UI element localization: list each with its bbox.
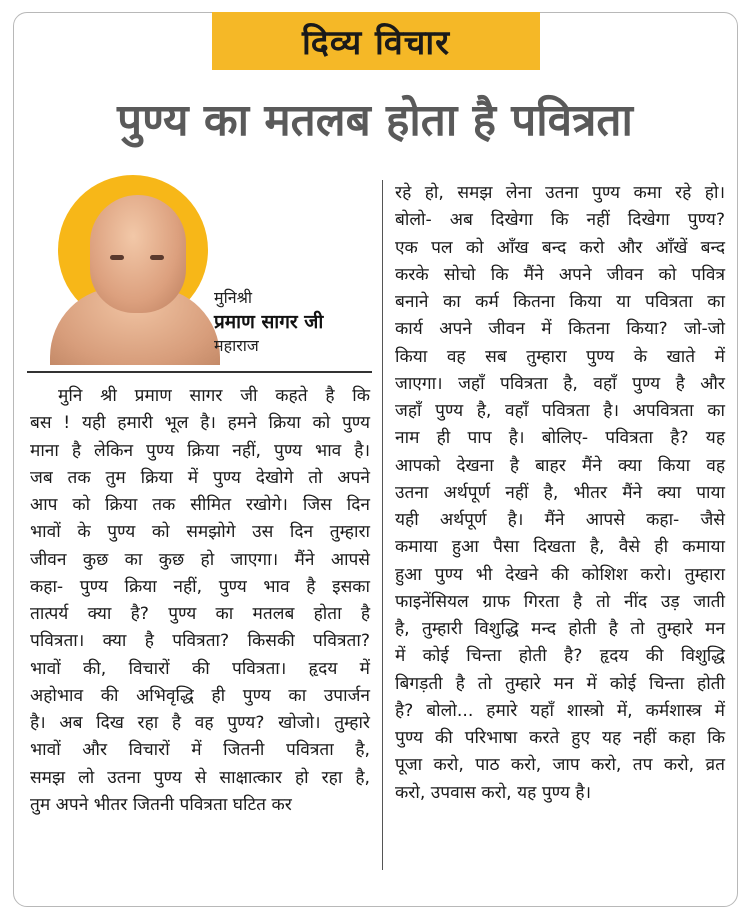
- right-line: है? बोलो... हमारे यहाँ शास्त्रो में, कर्मशास्त्र में: [395, 700, 725, 721]
- left-line: जब तक तुम क्रिया में पुण्य देखोगे तो अपने: [30, 467, 370, 488]
- author-title: मुनिश्री: [214, 288, 253, 307]
- left-line: पवित्रता। क्या है पवित्रता? किसकी पवित्रता?: [30, 631, 370, 652]
- left-line: बस ! यही हमारी भूल है। हमने क्रिया को पुण्य: [30, 413, 370, 434]
- left-line: कहा- पुण्य क्रिया नहीं, पुण्य भाव है इसका: [30, 576, 370, 597]
- right-line: पूजा करो, पाठ करो, जाप करो, तप करो, व्रत: [395, 755, 725, 776]
- right-column: [395, 180, 725, 807]
- left-line: भावों की, विचारों की पवित्रता। हृदय में: [30, 658, 370, 679]
- right-line: किया वह सब तुम्हारा पुण्य के खाते में: [395, 346, 725, 367]
- left-line: तात्पर्य क्या है? पुण्य का मतलब होता है: [30, 604, 370, 624]
- photo-eye-right: [150, 255, 164, 260]
- right-line: में कोई चिन्ता होती है? हृदय की विशुद्धि: [395, 646, 725, 667]
- right-line: रहे हो, समझ लेना उतना पुण्य कमा रहे हो।: [395, 183, 725, 203]
- headline: पुण्य का मतलब होता है पवित्रता: [117, 95, 633, 146]
- left-line: आप को क्रिया तक सीमित रखोगे। जिस दिन: [30, 495, 370, 515]
- right-line: है, तुम्हारी विशुद्धि मन्द होती है तो तुम्हारे मन: [395, 619, 725, 639]
- left-line: अहोभाव की अभिवृद्धि ही पुण्य का उपार्जन: [30, 685, 370, 706]
- left-line: तुम अपने भीतर जितनी पवित्रता घटित कर: [30, 794, 292, 815]
- photo-head: [90, 195, 186, 313]
- left-line: समझ लो उतना पुण्य से साक्षात्कार हो रहा है,: [30, 767, 370, 788]
- byline-divider: [27, 371, 372, 373]
- right-line: आपको देखना है बाहर मैंने क्या किया वह: [395, 455, 725, 476]
- right-line: हुआ पुण्य भी देखने की कोशिश करो। तुम्हारा: [395, 564, 725, 585]
- right-line: करके सोचो कि मैंने अपने जीवन को पवित्र: [395, 264, 725, 285]
- right-line: जहाँ पुण्य है, वहाँ पवित्रता है। अपवित्रता का: [395, 401, 725, 421]
- author-photo: [50, 175, 220, 365]
- left-line: मुनि श्री प्रमाण सागर जी कहते है कि: [58, 386, 370, 406]
- left-line: भावों के पुण्य को समझोगे उस दिन तुम्हारा: [30, 522, 370, 543]
- right-line: फाइनेंसियल ग्राफ गिरता है तो नींद उड़ जाती: [395, 591, 725, 612]
- photo-eye-left: [110, 255, 124, 260]
- right-line: कार्य अपने जीवन में कितना किया? जो-जो: [395, 319, 725, 340]
- author-suffix: महाराज: [214, 336, 259, 355]
- right-line: यही अर्थपूर्ण है। मैंने आपसे कहा- जैसे: [395, 510, 725, 530]
- right-line: करो, उपवास करो, यह पुण्य है।: [395, 782, 592, 803]
- right-line: पुण्य की परिभाषा करते हुए यह नहीं कहा कि: [395, 728, 725, 748]
- left-line: है। अब दिख रहा है वह पुण्य? खोजो। तुम्हारे: [30, 713, 370, 733]
- section-tag-label: दिव्य विचार: [301, 23, 451, 63]
- column-divider: [382, 180, 383, 870]
- right-line: बोलो- अब दिखेगा कि नहीं दिखेगा पुण्य?: [395, 210, 725, 231]
- left-line: जीवन कुछ का कुछ हो जाएगा। मैंने आपसे: [30, 549, 370, 570]
- right-line: उतना अर्थपूर्ण नहीं है, भीतर मैंने क्या पाया: [395, 482, 725, 503]
- left-column: [30, 383, 370, 819]
- author-byline: [214, 287, 323, 357]
- right-line: बनाने का कर्म कितना किया या पवित्रता का: [395, 292, 725, 312]
- section-tag: [212, 12, 540, 70]
- right-line: नाम ही पाप है। बोलिए- पवित्रता है? यह: [395, 428, 725, 449]
- left-line: भावों और विचारों में जितनी पवित्रता है,: [30, 740, 370, 761]
- right-line: कमाया हुआ पैसा दिखता है, वैसे ही कमाया: [395, 537, 725, 558]
- author-name: प्रमाण सागर जी: [214, 311, 324, 333]
- right-line: बिगड़ती है तो तुम्हारे मन में कोई चिन्ता होती: [395, 673, 725, 694]
- right-line: एक पल को आँख बन्द करो और आँखें बन्द: [395, 237, 725, 258]
- left-line: माना है लेकिन पुण्य क्रिया नहीं, पुण्य भाव है।: [30, 440, 370, 461]
- right-line: जाएगा। जहाँ पवित्रता है, वहाँ पुण्य है और: [395, 373, 725, 394]
